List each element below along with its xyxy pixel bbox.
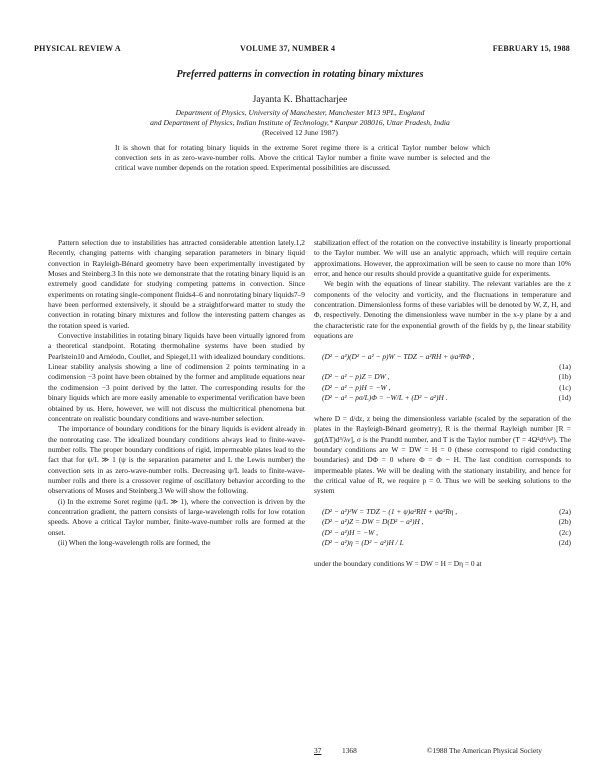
- equation-body: (D² − a² − pσ/L)Φ = −W/L + (D² − a²)H .: [322, 393, 448, 403]
- equation-1b: [314, 372, 571, 382]
- equation-number: (1d): [558, 393, 571, 403]
- equation-number: (2c): [559, 527, 571, 537]
- equation-1d: [314, 393, 571, 403]
- equation-2b: [314, 517, 571, 527]
- body-paragraph: under the boundary conditions W = DW = H = Dη = 0 at: [314, 558, 482, 568]
- body-paragraph: where D = d/dz, z being the dimensionless variable (scaled by the separation of the plates in the Rayleigh-Bénard geometry), R is the thermal Rayleigh number [R = gα(ΔT)d³/λν], σ is the Prandtl number, and T is the Taylor number (T = 4Ω²d⁴/ν²). The boundary conditions are W = DW = H = 0 (these correspond to rigid conducting boundaries) and DΦ = 0 where Φ = Φ − H. The last condition corresponds to impermeable plates. We will be dealing with the stationary instability, and hence for the critical value of R, we require p = 0. Thus we will be seeking solutions to the system: [314, 413, 571, 496]
- equation-2c: [314, 528, 571, 538]
- body-paragraph: (i) In the extreme Soret regime (ψ/L ≫ 1), where the convection is driven by the concentration gradient, the pattern consists of large-wavelength rolls for low rotation speeds. Above a critical Taylor number, finite-wave-number rolls are formed at the onset.: [48, 496, 305, 537]
- equation-number: (2a): [559, 506, 571, 516]
- body-paragraph: stabilization effect of the rotation on the convective instability is linearly proportional to the Taylor number. We will use an analytic approach, which will require certain approximations. However, the approximation will be seen to cause no more than 10% error, and hence our results should provide a quantitative guide for experiments.: [314, 238, 571, 279]
- received-date: (Received 12 June 1987): [262, 128, 338, 137]
- running-head: [34, 44, 570, 56]
- equation-number: (2b): [558, 517, 571, 527]
- equation-2d: [314, 538, 571, 548]
- affiliation-1: Department of Physics, University of Manchester, Manchester M13 9PL, England: [175, 108, 425, 117]
- equation-number: (1b): [558, 372, 571, 382]
- equation-1c: [314, 383, 571, 393]
- journal-name: PHYSICAL REVIEW A: [34, 44, 121, 53]
- body-paragraph: Pattern selection due to instabilities has attracted considerable attention lately.1,2 Recently, changing patterns with changing separation parameters in binary liquid convection in Rayleigh-Bénard geometry have been experimentally investigated by Moses and Steinberg.3 In this note we demonstrate that the rotating binary liquid is an extremely good candidate for studying competing patterns in convection. Since experiments on rotating single-component fluids4–6 and nonrotating binary liquids7–9 have been performed extensively, it should be a straightforward matter to study the convection in rotating binary mixtures and follow the interesting pattern changes as the rotation speed is varied.: [48, 238, 305, 330]
- right-column: [314, 238, 571, 569]
- left-column: [48, 238, 305, 548]
- equation-1a: [314, 352, 571, 362]
- issue-date: FEBRUARY 15, 1988: [492, 44, 570, 53]
- body-paragraph: We begin with the equations of linear stability. The relevant variables are the z components of the velocity and vorticity, and the fluctuations in temperature and concentration. Dimensionless forms of these variables will be denoted by W, Z, H, and Φ, respectively. Denoting the dimensionless wave number in the x-y plane by a and the characteristic rate for the exponential growth of the fields by p, the linear stability equations are: [314, 279, 571, 341]
- equation-body: (D² − a² − p)H = −W ,: [322, 382, 391, 392]
- body-paragraph: Convective instabilities in rotating binary liquids have been virtually ignored from a theoretical standpoint. Rotating thermohaline systems have been studied by Pearlstein10 and Arnéodo, Coullet, and Spiegel,11 with idealized boundary conditions. Linear stability analysis showing a line of codimension 2 points terminating in a codimension −3 point have been obtained by the former and amplitude equations near the codimension −3 point derived by the latter. The corresponding results for the binary liquids which are more easily amenable to experimental verification have been obtained by us. Here, however, we will not discuss the multicritical phenomena but concentrate on realistic boundary conditions and wave-number selection.: [48, 331, 305, 423]
- volume-page-label: 37: [314, 746, 322, 755]
- abstract: It is shown that for rotating binary liquids in the extreme Soret regime there is a critical Taylor number below which convection sets in as zero-wave-number rolls. Above the critical Taylor number a finite wave number is selected and the critical wave number depends on the rotation speed. Experimental possibilities are discussed.: [115, 143, 490, 173]
- equation-body: (D² − a²)η = (D² − a²)H / L: [322, 537, 404, 547]
- equation-number: (1c): [559, 382, 571, 392]
- equation-body: (D² − a²)H = −W ,: [322, 527, 378, 537]
- equation-body: (D² − a²)²W = TDZ − (1 + ψ)a²RH + ψa²Rη ,: [322, 506, 458, 516]
- equation-body: (D² − a²)(D² − a² − p)W − TDZ − a²RH + ψa²RΦ ,: [322, 351, 475, 361]
- volume-number: VOLUME 37, NUMBER 4: [240, 44, 336, 53]
- equation-body: (D² − a²)Z = DW = D(D² − a²)H ,: [322, 517, 424, 527]
- page-number: 1368: [342, 746, 357, 755]
- body-paragraph: (ii) When the long-wavelength rolls are formed, the: [58, 537, 211, 547]
- equation-number: (2d): [558, 537, 571, 547]
- equation-1a-number-line: [314, 362, 571, 372]
- body-paragraph: The importance of boundary conditions for the binary liquids is evident already in the nonrotating case. The idealized boundary conditions always lead to finite-wave-number rolls. The proper boundary conditions of rigid, impermeable plates lead to the fact that for ψ/L ≫ 1 (ψ is the separation parameter and L the Lewis number) the convection sets in as zero-wave-number rolls. Decreasing ψ/L leads to finite-wave-number rolls and there is a crossover regime of oscillatory behavior according to the observations of Moses and Steinberg.3 We will show the following.: [48, 424, 305, 496]
- page-footer: [34, 746, 570, 758]
- equation-body: (D² − a² − p)Z = DW ,: [322, 372, 390, 382]
- article-title: Preferred patterns in convection in rotating binary mixtures: [176, 69, 424, 80]
- equation-2a: [314, 507, 571, 517]
- equation-number: (1a): [559, 362, 571, 372]
- copyright-notice: ©1988 The American Physical Society: [426, 746, 542, 755]
- author-name: Jayanta K. Bhattacharjee: [252, 95, 348, 105]
- affiliation-2: and Department of Physics, Indian Institute of Technology,* Kanpur 208016, Uttar Pradesh, India: [150, 118, 450, 127]
